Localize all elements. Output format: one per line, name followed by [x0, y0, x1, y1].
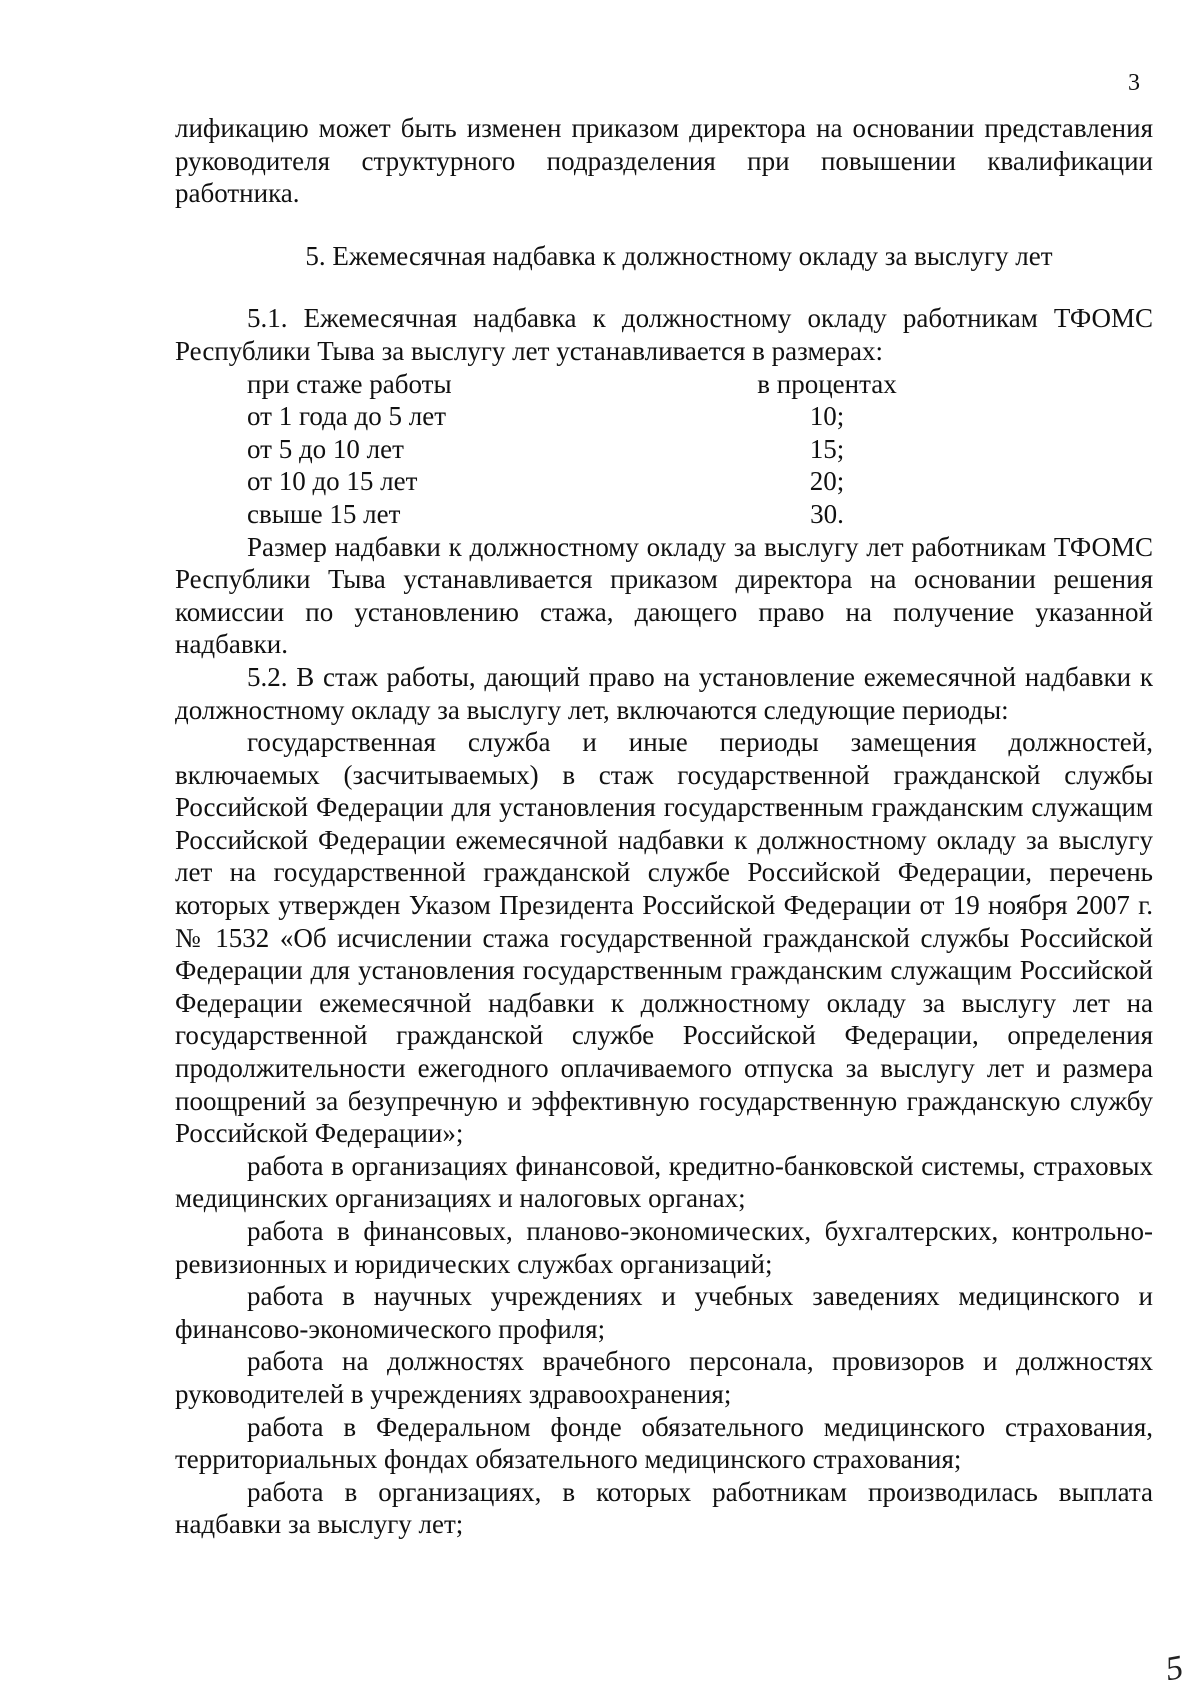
table-row: [247, 498, 927, 531]
header-period: при стаже работы: [247, 368, 452, 399]
seniority-rates-table: [247, 368, 927, 531]
row-percent: 10;: [809, 401, 845, 432]
table-header-row: [247, 368, 927, 401]
paragraph-continuation: лификацию может быть изменен приказом директора на основании представления руководителя структурного подразделения при повышении квалификации работника.: [175, 113, 1153, 209]
list-item: работа в организациях, в которых работникам производилась выплата надбавки за выслугу лет;: [175, 1476, 1153, 1540]
paragraph-5-1: 5.1. Ежемесячная надбавка к должностному окладу работникам ТФОМС Республики Тыва за выслугу лет устанавливается в размерах:: [175, 303, 1153, 366]
row-percent: 30.: [810, 498, 844, 529]
paragraph-5-2: 5.2. В стаж работы, дающий право на установление ежемесячной надбавки к должностному окладу за выслугу лет, включаются следующие периоды:: [175, 661, 1153, 725]
list-item: работа в научных учреждениях и учебных заведениях медицинского и финансово-экономического профиля;: [175, 1281, 1153, 1344]
section-heading: 5. Ежемесячная надбавка к должностному окладу за выслугу лет: [305, 240, 1053, 271]
page-number: 3: [1128, 70, 1140, 96]
row-period: от 10 до 15 лет: [247, 466, 418, 497]
list-item: работа в организациях финансовой, кредитно-банковской системы, страховых медицинских организациях и налоговых органах;: [175, 1150, 1153, 1214]
list-item: работа на должностях врачебного персонала, провизоров и должностях руководителей в учреждениях здравоохранения;: [175, 1346, 1153, 1409]
document-body: [175, 112, 1153, 1541]
row-period: от 5 до 10 лет: [247, 433, 404, 464]
row-percent: 15;: [809, 433, 845, 464]
paragraph-size: Размер надбавки к должностному окладу за выслугу лет работникам ТФОМС Республики Тыва устанавливается приказом директора на основании решения комиссии по установлению стажа, дающего право на получение указанной надбавки.: [175, 531, 1153, 660]
row-period: от 1 года до 5 лет: [247, 401, 447, 432]
list-item: работа в Федеральном фонде обязательного медицинского страхования, территориальных фондах обязательного медицинского страхования;: [175, 1411, 1153, 1475]
list-item: государственная служба и иные периоды замещения должностей, включаемых (засчитываемых) в стаж государственной гражданской службы Российской Федерации для установления государственным гражданским служащим Российской Федерации ежемесячной надбавки к должностному окладу за выслугу лет на государственной гражданской службе Российской Федерации, перечень которых утвержден Указом Президента Российской Федерации от 19 ноября 2007 г. № 1532 «Об исчислении стажа государственной гражданской службы Российской Федерации для установления государственным гражданским служащим Российской Федерации ежемесячной надбавки к должностному окладу за выслугу лет на государственной гражданской службе Российской Федерации, определения продолжительности ежегодного оплачиваемого отпуска за выслугу лет и размера поощрений за безупречную и эффективную государственную гражданскую службу Российской Федерации»;: [175, 727, 1153, 1149]
table-row: [247, 400, 927, 433]
row-percent: 20;: [809, 466, 845, 497]
table-row: [247, 433, 927, 466]
row-period: свыше 15 лет: [247, 498, 401, 529]
list-item: работа в финансовых, планово-экономических, бухгалтерских, контрольно-ревизионных и юридических службах организаций;: [175, 1216, 1153, 1279]
table-row: [247, 465, 927, 498]
handwritten-mark: 5: [1162, 1648, 1186, 1689]
header-percent: в процентах: [757, 368, 897, 399]
